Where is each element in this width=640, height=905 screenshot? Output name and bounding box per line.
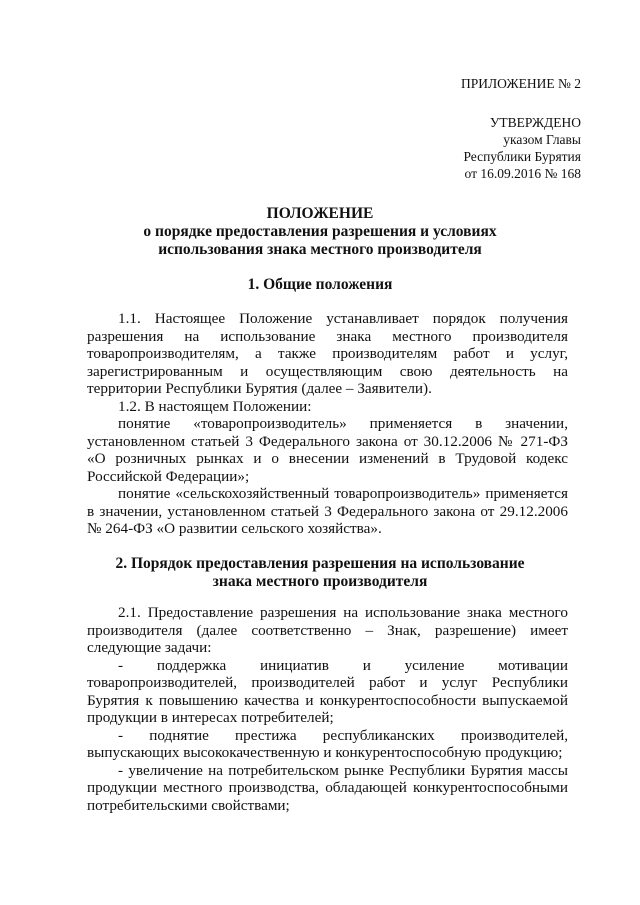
paragraph: понятие «сельскохозяйственный товаропроизводитель» применяется в значении, установленном статьей 3 Федерального закона от 29.12.2006 № 264-ФЗ «О развитии сельского хозяйства». [87,485,568,537]
approval-stamp [463,114,581,182]
approval-line: УТВЕРЖДЕНО [489,115,581,130]
section-1-body [87,310,568,538]
paragraph: 1.2. В настоящем Положении: [118,397,312,415]
section-1-heading: 1. Общие положения [247,276,393,293]
paragraph: - поднятие престижа республиканских производителей, выпускающих высококачественную и конкурентоспособную продукцию; [87,726,568,761]
approval-line: указом Главы [503,132,581,147]
heading-line: 2. Порядок предоставления разрешения на использование [115,555,525,572]
title-line: о порядке предоставления разрешения и условиях [143,223,497,240]
approval-line: от 16.09.2016 № 168 [464,166,581,181]
paragraph: - поддержка инициатив и усиление мотивации товаропроизводителей, производителей работ и услуг Республики Бурятия к повышению качества и конкурентоспособности выпускаемой продукции в интересах потребителей; [87,656,568,726]
title-line: использования знака местного производителя [158,241,482,258]
approval-line: Республики Бурятия [463,149,581,164]
section-2-heading [0,555,640,591]
document-title [0,205,640,259]
paragraph: - увеличение на потребительском рынке Республики Бурятия массы продукции местного производства, обладающей конкурентоспособными потребительскими свойствами; [87,761,568,814]
paragraph: 2.1. Предоставление разрешения на использование знака местного производителя (далее соответственно – Знак, разрешение) имеет следующие задачи: [87,604,568,656]
title-line: ПОЛОЖЕНИЕ [266,205,374,222]
section-2-body [87,604,568,814]
paragraph: 1.1. Настоящее Положение устанавливает порядок получения разрешения на использование знака местного производителя товаропроизводителям, а также производителям работ и услуг, зарегистрированным и осуществляющим свою деятельность на территории Республики Бурятия (далее – Заявители). [87,310,568,397]
appendix-label: ПРИЛОЖЕНИЕ № 2 [460,76,581,91]
heading-line: знака местного производителя [212,573,428,590]
paragraph: понятие «товаропроизводитель» применяется в значении, установленном статьей 3 Федерального закона от 30.12.2006 № 271-ФЗ «О розничных рынках и о внесении изменений в Трудовой кодекс Российской Федерации»; [87,415,568,485]
